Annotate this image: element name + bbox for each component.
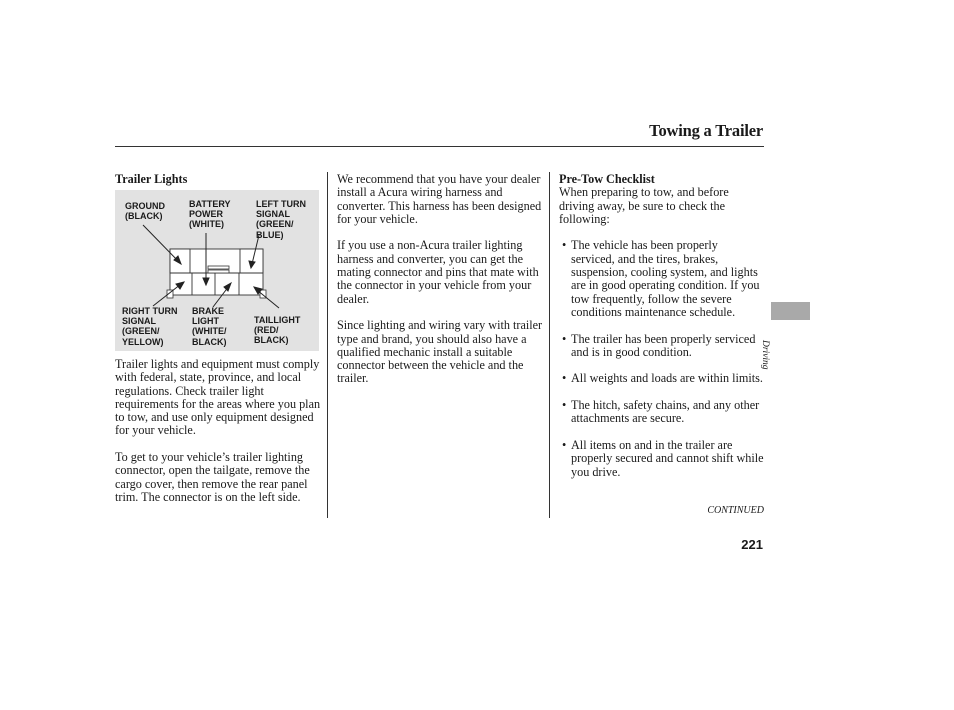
trailer-lights-paragraph: Trailer lights and equipment must comply with federal, state, province, and local regulations. Check trailer light requirements for the areas where you plan to tow, and use only equipment designed for your vehicle. — [115, 357, 321, 438]
label-left-turn-signal: LEFT TURN SIGNAL (GREEN/ BLUE) — [256, 199, 306, 240]
column-divider-right — [549, 172, 550, 518]
checklist-item: • The hitch, safety chains, and any other attachments are secure. — [562, 398, 760, 426]
wiring-harness-paragraph: We recommend that you have your dealer install a Acura wiring harness and converter. This harness has been designed for your vehicle. — [337, 172, 542, 226]
checklist-item: • The trailer has been properly serviced and is in good condition. — [562, 331, 756, 359]
page-title: Towing a Trailer — [649, 121, 763, 140]
column-divider-left — [327, 172, 328, 518]
non-acura-harness-paragraph: If you use a non-Acura trailer lighting harness and converter, you can get the mating connector and pins that mate with the connector in your vehicle from your dealer. — [337, 238, 539, 306]
bullet-icon: • — [562, 398, 567, 413]
qualified-mechanic-paragraph: Since lighting and wiring vary with trailer type and brand, you should also have a qualified mechanic install a suitable connector between the vehicle and the trailer. — [337, 318, 543, 386]
middle-column-text — [337, 173, 544, 399]
left-column-text — [115, 358, 323, 518]
section-tab-label: Driving — [760, 340, 770, 370]
label-right-turn-signal: RIGHT TURN SIGNAL (GREEN/ YELLOW) — [122, 306, 178, 347]
pre-tow-checklist-heading: Pre-Tow Checklist — [559, 172, 655, 186]
label-taillight: TAILLIGHT (RED/ BLACK) — [254, 315, 301, 346]
page-number: 221 — [741, 537, 763, 552]
checklist-item: • All items on and in the trailer are properly secured and cannot shift while you drive. — [562, 437, 764, 479]
connector-location-paragraph: To get to your vehicle’s trailer lighting connector, open the tailgate, remove the cargo cover, then remove the rear panel trim. The connector is on the left side. — [115, 450, 310, 504]
checklist-item: • The vehicle has been properly serviced, and the tires, brakes, suspension, cooling system, and lights are in good operating condition. If you tow frequently, follow the severe conditions maintenance schedule. — [562, 238, 760, 319]
bullet-icon: • — [562, 331, 567, 346]
label-brake-light: BRAKE LIGHT (WHITE/ BLACK) — [192, 306, 227, 347]
right-column-text — [559, 173, 764, 492]
trailer-connector-diagram — [115, 190, 319, 351]
label-ground: GROUND (BLACK) — [125, 201, 165, 222]
bullet-icon: • — [562, 437, 567, 452]
section-tab — [771, 302, 810, 320]
bullet-icon: • — [562, 238, 567, 253]
checklist-intro: When preparing to tow, and before driving away, be sure to check the following: — [559, 185, 729, 226]
pre-tow-checklist — [559, 239, 764, 478]
title-divider — [115, 146, 764, 147]
label-battery-power: BATTERY POWER (WHITE) — [189, 199, 231, 230]
trailer-lights-heading: Trailer Lights — [115, 172, 188, 186]
continued-marker: CONTINUED — [707, 505, 764, 516]
bullet-icon: • — [562, 371, 567, 386]
checklist-item: • All weights and loads are within limits. — [562, 371, 763, 386]
